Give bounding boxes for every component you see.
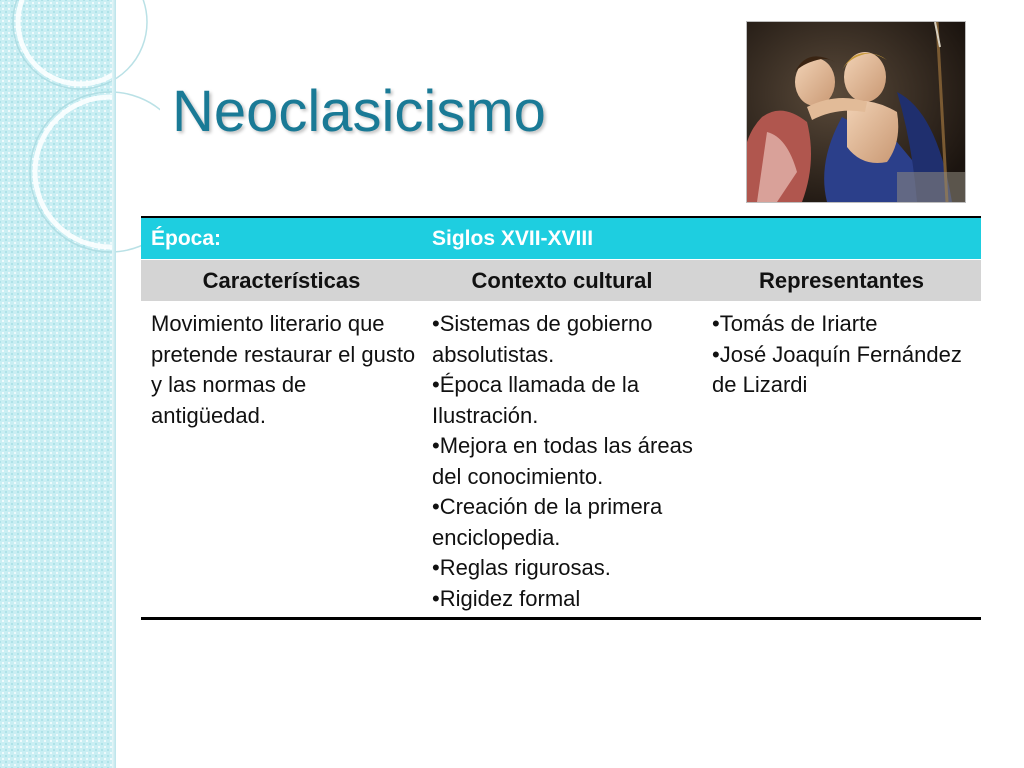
painting-image <box>746 21 966 203</box>
contexto-item: •Sistemas de gobierno absolutistas. <box>432 311 653 367</box>
era-value: Siglos XVII-XVIII <box>432 226 594 250</box>
contexto-item: •Época llamada de la Ilustración. <box>432 372 640 428</box>
representante-item: •Tomás de Iriarte <box>712 311 878 336</box>
representante-item: •José Joaquín Fernández de Lizardi <box>712 341 962 397</box>
cell-representantes <box>702 309 981 401</box>
cell-contexto-cultural <box>422 309 702 614</box>
contexto-item: •Mejora en todas las áreas del conocimiento. <box>432 433 693 489</box>
slide-title: Neoclasicismo <box>172 79 546 144</box>
contexto-item: •Reglas rigurosas. <box>432 555 611 580</box>
info-table <box>141 216 981 620</box>
contexto-item: •Rigidez formal <box>432 585 581 611</box>
decorative-rings <box>0 0 160 300</box>
header-row <box>141 260 981 301</box>
decorative-divider-line <box>112 0 116 768</box>
body-row <box>141 301 981 617</box>
header-caracteristicas: Características <box>202 267 361 293</box>
header-representantes: Representantes <box>758 267 925 293</box>
era-label: Época: <box>151 226 222 250</box>
contexto-item: •Creación de la primera enciclopedia. <box>432 494 663 550</box>
cell-caracteristicas: Movimiento literario que pretende restaurar el gusto y las normas de antigüedad. <box>151 311 416 428</box>
header-contexto-cultural: Contexto cultural <box>471 267 653 293</box>
era-row <box>141 218 981 260</box>
painting-illustration <box>747 22 965 202</box>
